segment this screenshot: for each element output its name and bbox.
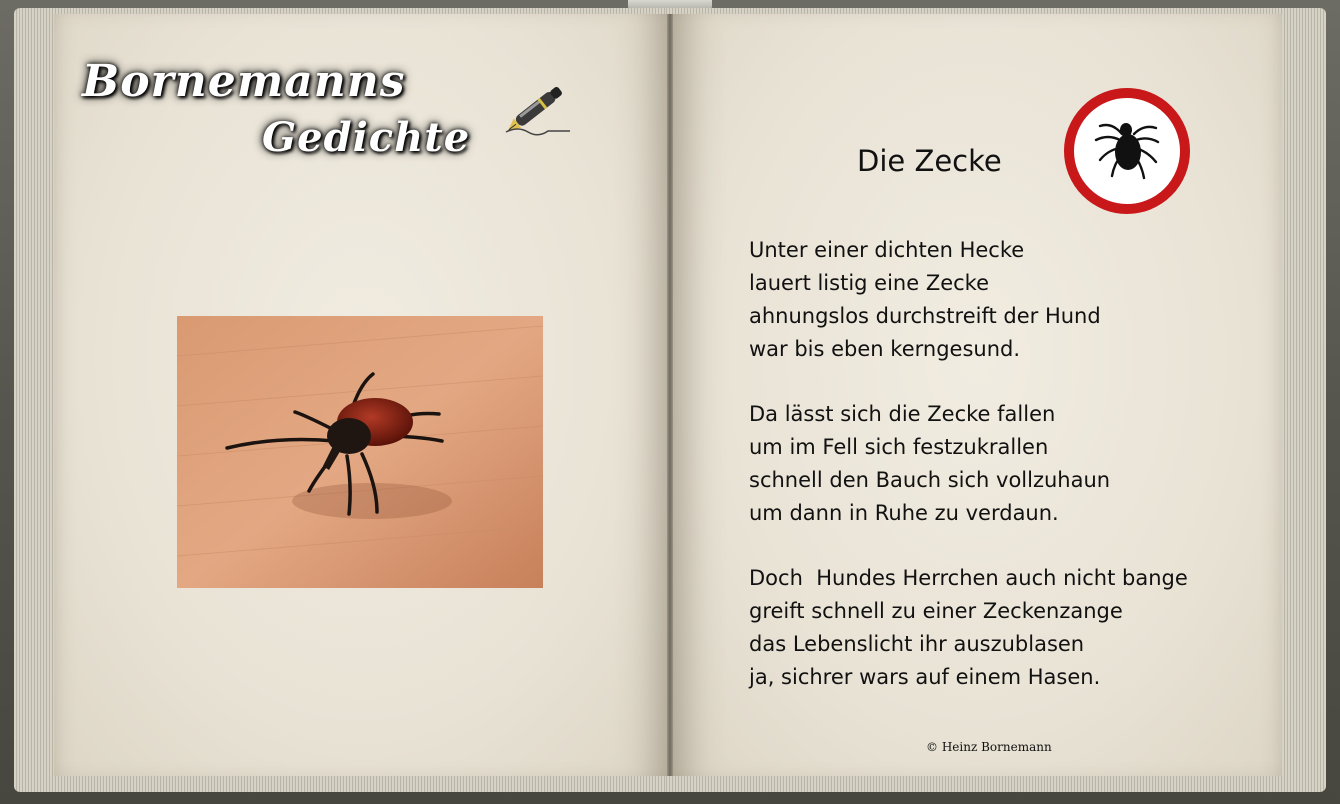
poem-line: Da lässt sich die Zecke fallen [749,402,1056,426]
fountain-pen-icon [498,74,578,140]
stanza-3 [749,562,1269,694]
poem-line: greift schnell zu einer Zeckenzange [749,599,1123,623]
poem-line: war bis eben kerngesund. [749,337,1021,361]
tick-photo [177,316,543,588]
poem-line: das Lebenslicht ihr auszublasen [749,632,1085,656]
poem-title: Die Zecke [857,144,1002,178]
poem-body [749,234,1269,726]
brand-title-line-2: Gedichte [262,114,471,161]
poem-line: schnell den Bauch sich vollzuhaun [749,468,1111,492]
brand-title-line-1: Bornemanns [82,56,406,107]
poem-line: Doch Hundes Herrchen auch nicht bange [749,566,1188,590]
book-gutter [667,14,673,776]
poem-line: ahnungslos durchstreift der Hund [749,304,1101,328]
poem-line: um dann in Ruhe zu verdaun. [749,501,1059,525]
tick-warning-sign-icon [1064,88,1190,214]
poem-line: lauert listig eine Zecke [749,271,990,295]
poem-line: um im Fell sich festzukrallen [749,435,1049,459]
poem-line: Unter einer dichten Hecke [749,238,1025,262]
stanza-2 [749,398,1269,530]
poem-line: ja, sichrer wars auf einem Hasen. [749,665,1101,689]
stanza-1 [749,234,1269,366]
copyright-notice: © Heinz Bornemann [926,740,1052,754]
